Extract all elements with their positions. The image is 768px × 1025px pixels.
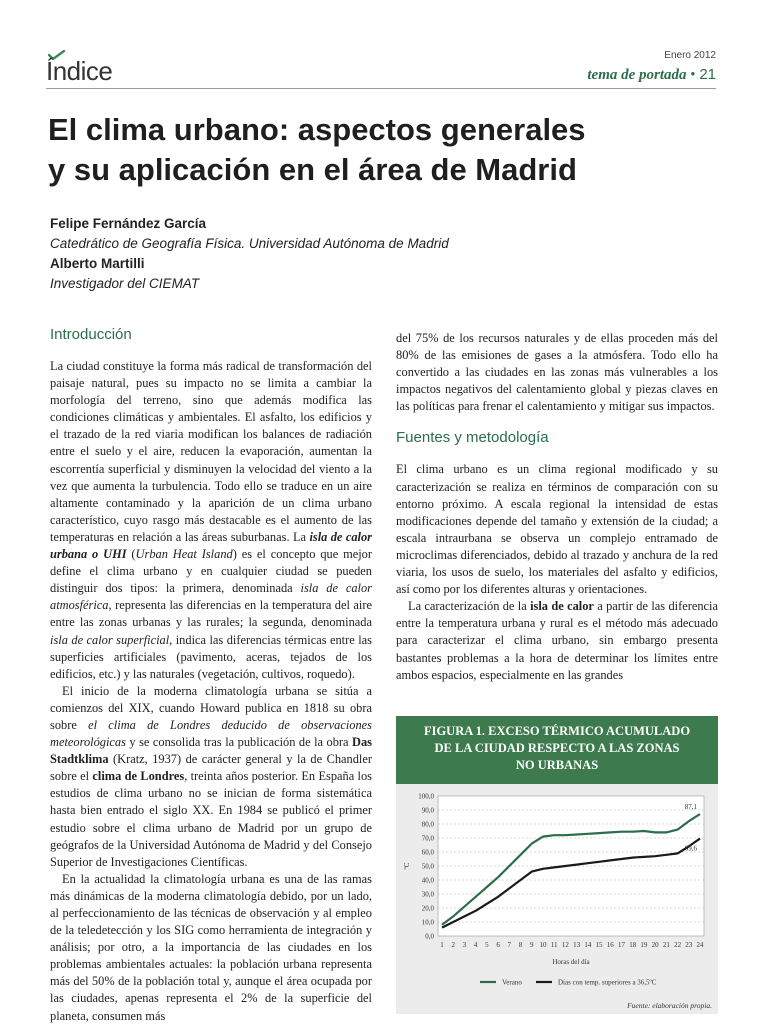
figure-1	[396, 716, 718, 1014]
x-tick-label: 24	[696, 941, 704, 949]
text-run: y se consolida tras la publicación de la obra	[125, 735, 353, 750]
x-tick-label: 11	[550, 941, 558, 949]
x-tick-label: 6	[496, 941, 500, 949]
x-tick-label: 12	[561, 941, 569, 949]
data-label: 69,6	[684, 844, 697, 853]
line-chart	[396, 784, 718, 1006]
legend-label: Días con temp. superiores a 36,5ºC	[558, 978, 657, 987]
figure-title-line: FIGURA 1. EXCESO TÉRMICO ACUMULADO	[423, 724, 691, 738]
paragraph: En la actualidad la climatología urbana es una de las ramas más dinámicas de la moderna climatología debido, por un lado, al perfeccionamiento de las técnicas de observación y al empleo de la teledetección y los SIG como herramienta de integración y análisis; por otro, a la importancia de las ciudades en los problemas ambientales actuales: la población urbana representa más del 50% de la población total y, aunque el área ocupada por las ciudades, apenas representa el 2% de la superficie del planeta, consumen más	[50, 871, 372, 1023]
section-name: tema de portada	[587, 67, 687, 83]
issue-date: Enero 2012	[664, 50, 716, 61]
paragraph	[50, 683, 372, 871]
section-heading-introduction: Introducción	[50, 326, 132, 343]
emphasis-term: isla de calor urbana o UHI	[50, 529, 372, 562]
author-block	[50, 214, 449, 294]
x-tick-label: 19	[640, 941, 648, 949]
author-affiliation: Catedrático de Geografía Física. Universidad Autónoma de Madrid	[50, 236, 449, 251]
paragraph	[396, 598, 718, 683]
x-tick-label: 10	[539, 941, 547, 949]
title-line-2: y su aplicación en el área de Madrid	[48, 152, 577, 187]
right-column	[396, 330, 718, 684]
figure-title	[396, 716, 718, 784]
emphasis-term: isla de calor superficial	[50, 632, 170, 647]
text-run: ) es el concepto que mejor define el clima urbano y en cualquier ciudad se pueden distinguir dos tipos: la primera, denominada	[50, 547, 372, 596]
y-tick-label: 10,0	[421, 918, 434, 927]
data-label: 87,1	[684, 803, 697, 812]
x-tick-label: 13	[573, 941, 581, 949]
x-tick-label: 20	[651, 941, 659, 949]
emphasis-term: el clima de Londres deducido de observaciones meteorológicas	[50, 717, 372, 750]
text-run: , indica las diferencias térmicas entre las superficies artificiales (pavimento, aceras, tejados de los edificios, etc.) y las naturales (vegetación, cultivos, roquedo).	[50, 632, 372, 681]
logo-text: Índice	[46, 56, 113, 86]
x-tick-label: 23	[685, 941, 693, 949]
y-tick-label: 60,0	[421, 848, 434, 857]
x-tick-label: 8	[518, 941, 523, 949]
x-tick-label: 7	[507, 941, 512, 949]
title-line-1: El clima urbano: aspectos generales	[48, 112, 586, 147]
legend-label: Verano	[502, 978, 522, 987]
x-tick-label: 1	[440, 941, 444, 949]
x-tick-label: 4	[473, 941, 478, 949]
emphasis-term: clima de Londres	[92, 769, 185, 784]
emphasis-term: Das Stadtklima	[50, 735, 372, 767]
author-affiliation: Investigador del CIEMAT	[50, 276, 200, 291]
y-tick-label: 40,0	[421, 876, 434, 885]
author-name: Felipe Fernández García	[50, 216, 207, 231]
text-run: (Kratz, 1937) de carácter general y la de Chandler sobre el	[50, 752, 372, 784]
y-tick-label: 50,0	[421, 862, 434, 871]
section-label	[587, 66, 716, 84]
y-tick-label: 70,0	[421, 834, 434, 843]
figure-source: Fuente: elaboración propia.	[627, 1001, 712, 1010]
text-run: La caracterización de la	[408, 599, 531, 614]
y-tick-label: 0,0	[425, 932, 434, 941]
emphasis-term: isla de calor atmosférica	[50, 581, 372, 613]
y-tick-label: 80,0	[421, 820, 434, 829]
emphasis-term: Urban Heat Island	[135, 547, 233, 562]
y-axis-label: ºC	[403, 862, 411, 870]
figure-title-line: DE LA CIUDAD RESPECTO A LAS ZONAS	[434, 741, 680, 755]
x-tick-label: 14	[584, 941, 592, 949]
paragraph: El clima urbano es un clima regional modificado y su caracterización se realiza en términos de comparación con su entorno próximo. A escala regional la intensidad de estas modificaciones depende del tamaño y extensión de la ciudad; a escala intraurbana se observa un complejo entramado de microclimas diferenciados, debido al trazado y anchura de la red viaria, los usos de suelo, los materiales del asfalto y edificios, así como por los diferentes alturas y orientaciones.	[396, 462, 718, 597]
page-number: 21	[699, 66, 716, 83]
x-tick-label: 3	[462, 941, 467, 949]
y-tick-label: 20,0	[421, 904, 434, 913]
paragraph	[50, 358, 372, 683]
x-tick-label: 9	[529, 941, 534, 949]
x-tick-label: 21	[662, 941, 670, 949]
separator-dot: •	[690, 67, 696, 83]
x-tick-label: 5	[485, 941, 489, 949]
section-heading-methods: Fuentes y metodología	[396, 429, 549, 447]
left-column	[50, 326, 372, 1025]
text-run: , representa las diferencias en la temperatura del aire entre las zonas urbanas y las rurales; la segunda, denominada	[50, 598, 372, 630]
paragraph: del 75% de los recursos naturales y de ellas proceden más del 80% de las emisiones de gases a la atmósfera. Todo ello ha convertido a las ciudades en las zonas más vulnerables a los impactos negativos del calentamiento global y piezas claves en las políticas para frenar el calentamiento y mitigar sus impactos.	[396, 331, 718, 414]
x-tick-label: 22	[674, 941, 682, 949]
text-run: a partir de las diferencia entre la temperatura urbana y rural es el método más adecuado para caracterizar el clima urbano, sin embargo presenta bastantes problemas a la hora de determinar los límites entre ambos espacios, especialmente en las grandes	[396, 599, 718, 682]
emphasis-term: isla de calor	[530, 599, 594, 614]
figure-title-line: NO URBANAS	[515, 758, 599, 772]
y-tick-label: 90,0	[421, 806, 434, 815]
y-tick-label: 30,0	[421, 890, 434, 899]
y-tick-label: 100,0	[418, 792, 434, 801]
text-run: La ciudad constituye la forma más radical de transformación del paisaje natural, pues su impacto no se limita a cambiar la morfología del terreno, sino que además modifica las condiciones climáticas y ambientales. El asfalto, los edificios y el trazado de la red viaria modifican los balances de radiación entre el suelo y el aire, reducen la evaporación, aumentan la escorrentía superficial y disminuyen la velocidad del viento a la vez que aumenta la turbulencia. Todo ello se traduce en un aire altamente contaminado y la aparición de un clima urbano característico, cuyo rasgo más destacable es el aumento de las temperaturas en relación a las áreas suburbanas. La	[50, 359, 372, 544]
text-run: El inicio de la moderna climatología urbana se sitúa a comienzos del XIX, cuando Howard publica en 1818 su obra sobre	[50, 683, 372, 732]
article-title	[48, 110, 728, 190]
header-rule	[46, 88, 716, 89]
x-tick-label: 17	[617, 941, 625, 949]
x-tick-label: 15	[595, 941, 603, 949]
x-axis-label: Horas del día	[552, 958, 590, 966]
x-tick-label: 18	[629, 941, 637, 949]
x-tick-label: 2	[451, 941, 455, 949]
author-name: Alberto Martilli	[50, 256, 145, 271]
text-run: (	[126, 547, 136, 562]
x-tick-label: 16	[606, 941, 614, 949]
text-run: , treinta años posterior. En España los estudios de clima urbano no se inician de forma sistemática hasta bien entrado el siglo XX. En 1984 se publicó el primer estudio sobre el clima urbano de Madrid por un grupo de geógrafos de la Universidad Autónoma de Madrid y del Consejo Superior de Investigaciones Científicas.	[50, 769, 372, 869]
